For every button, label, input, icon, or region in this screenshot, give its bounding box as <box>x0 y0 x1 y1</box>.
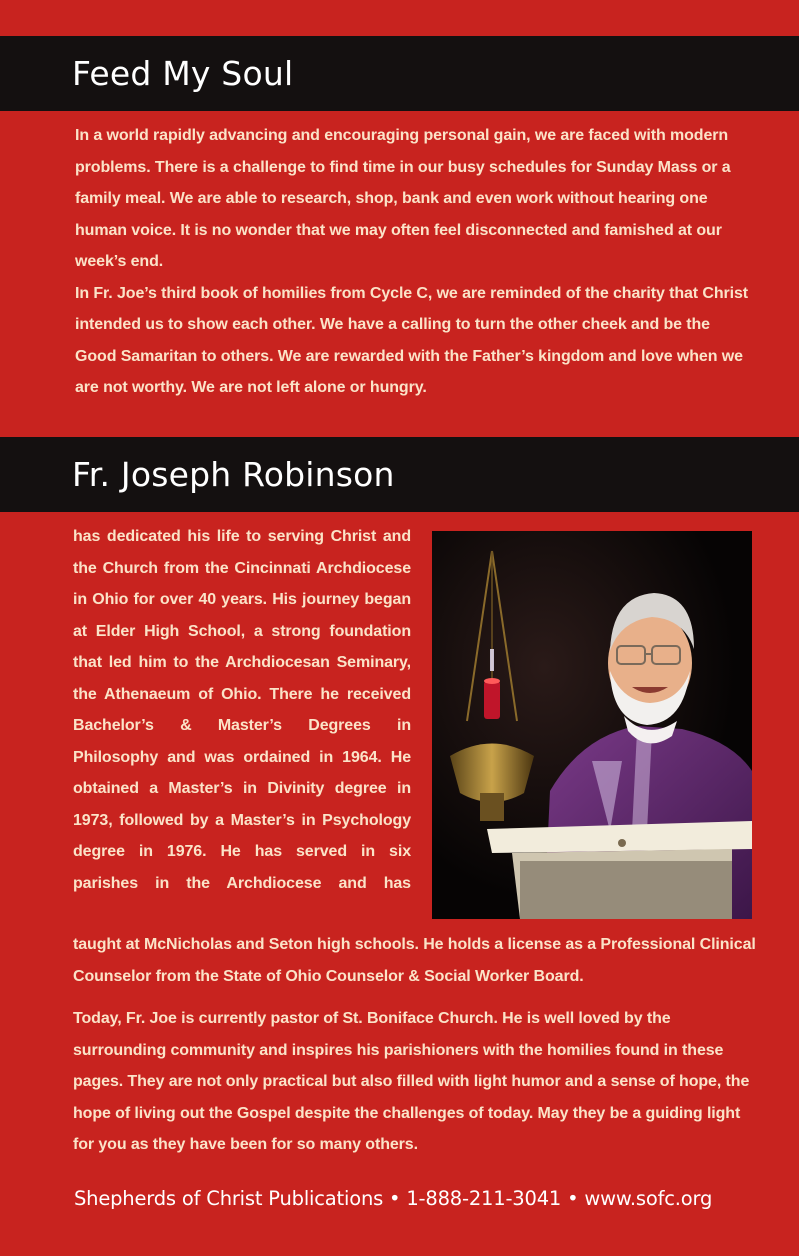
publisher-footer: Shepherds of Christ Publications • 1-888-211-3041 • www.sofc.org <box>74 1187 713 1210</box>
today-text <box>73 1003 763 1161</box>
section-title: Feed My Soul <box>72 54 294 93</box>
bio-continued-text <box>73 929 763 992</box>
section-header-feed-my-soul <box>0 36 799 111</box>
paragraph: has dedicated his life to serving Christ and the Church from the Cincinnati Archdiocese in Ohio for over 40 years. His journey began at Elder High School, a strong foundation that led him to the Archdiocesan Seminary, the Athenaeum of Ohio. There he received Bachelor’s & Master’s Degrees in Philosophy and was ordained in 1964. He obtained a Master’s in Divinity degree in 1973, followed by a Master’s in Psychology degree in 1976. He has served in six parishes in the Archdiocese and has <box>73 528 411 892</box>
bio-column-text <box>73 521 411 899</box>
section-header-author <box>0 437 799 512</box>
paragraph: In Fr. Joe’s third book of homilies from Cycle C, we are reminded of the charity that Christ intended us to show each other. We have a calling to turn the other cheek and be the Good Samaritan to others. We are rewarded with the Father’s kingdom and love when we are not worthy. We are not left alone or hungry. <box>75 284 749 396</box>
priest-at-lectern-image <box>432 531 752 919</box>
author-name: Fr. Joseph Robinson <box>72 455 395 494</box>
paragraph: taught at McNicholas and Seton high schools. He holds a license as a Professional Clinical Counselor from the State of Ohio Counselor & Social Worker Board. <box>73 936 756 985</box>
paragraph: In a world rapidly advancing and encouraging personal gain, we are faced with modern problems. There is a challenge to find time in our busy schedules for Sunday Mass or a family meal. We are able to research, shop, bank and even work without hearing one human voice. It is no wonder that we may often feel disconnected and famished at our week’s end. <box>75 127 731 270</box>
author-photo <box>432 531 752 919</box>
feed-my-soul-text <box>75 120 755 404</box>
paragraph: Today, Fr. Joe is currently pastor of St. Boniface Church. He is well loved by the surrounding community and inspires his parishioners with the homilies found in these pages. They are not only practical but also filled with light humor and a sense of hope, the hope of living out the Gospel despite the challenges of today. May they be a guiding light for you as they have been for so many others. <box>73 1010 750 1153</box>
